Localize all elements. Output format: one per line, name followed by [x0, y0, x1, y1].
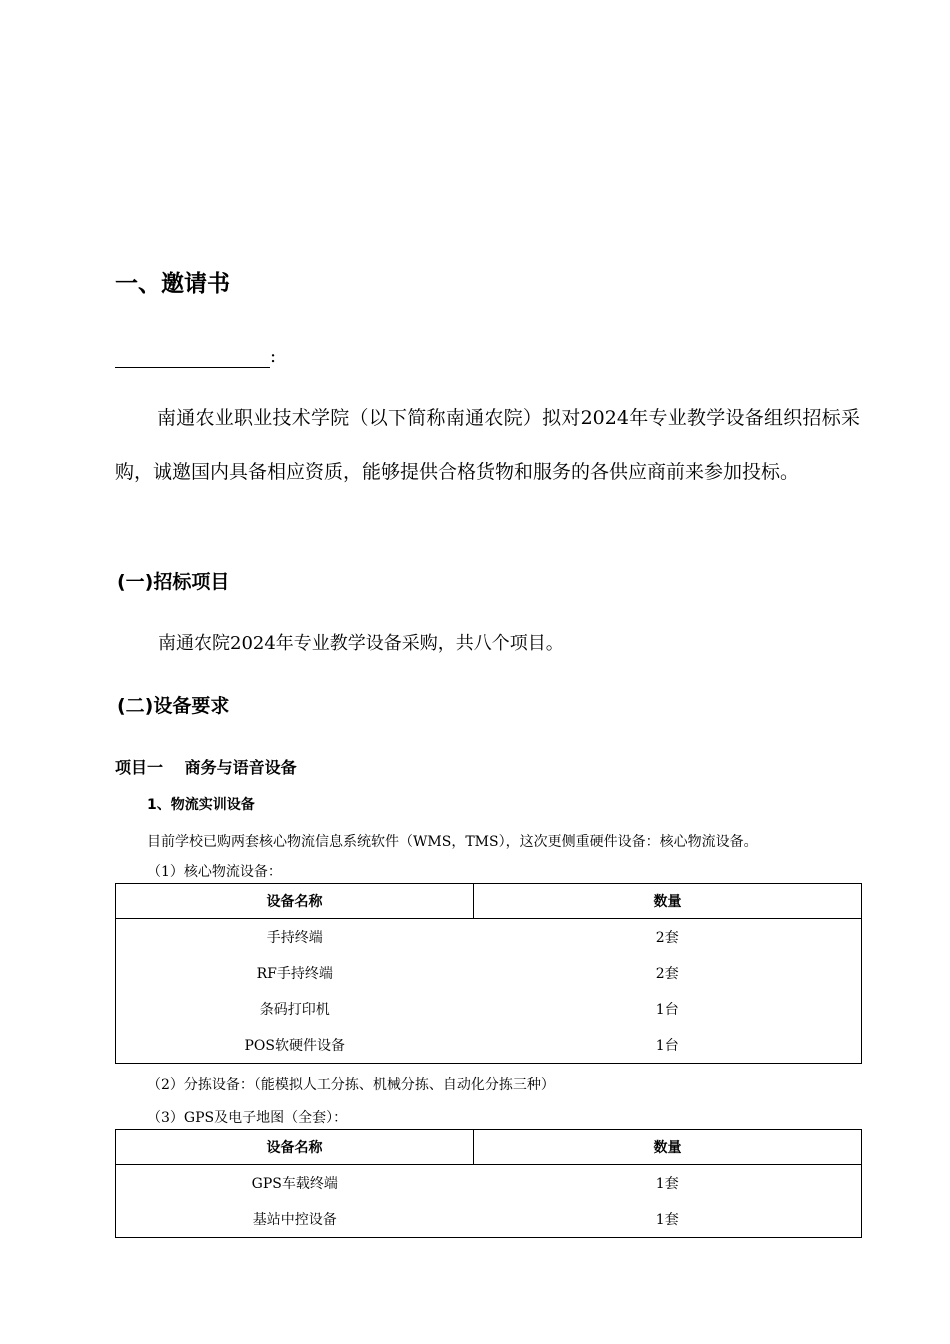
table-row: [116, 919, 862, 956]
table-header-row: [116, 884, 862, 919]
page-heading: 一、邀请书: [115, 271, 230, 297]
item1-title: 1、物流实训设备: [147, 797, 255, 813]
project1-title: 项目一 商务与语音设备: [115, 758, 297, 777]
section1-title: (一)招标项目: [117, 571, 230, 593]
column-header-name: 设备名称: [116, 884, 474, 919]
cell-name: 条码打印机: [259, 1002, 330, 1018]
sub3-title: （3）GPS及电子地图（全套）：: [147, 1110, 348, 1126]
invitation-text: 南通农业职业技术学院（以下简称南通农院）拟对2024年专业教学设备组织招标采购，诚邀国内具备相应资质，能够提供合格货物和服务的各供应商前来参加投标。: [115, 407, 860, 483]
section1-text: 南通农院2024年专业教学设备采购，共八个项目。: [158, 633, 564, 654]
cell-name: RF手持终端: [256, 966, 333, 982]
cell-quantity: 2套: [655, 966, 679, 982]
column-header-quantity: 数量: [474, 1130, 862, 1165]
cell-name: GPS车载终端: [251, 1176, 338, 1192]
table-row: [116, 1165, 862, 1202]
cell-name: POS软硬件设备: [244, 1038, 345, 1054]
table-row: [116, 991, 862, 1027]
cell-quantity: 1套: [655, 1212, 679, 1228]
addressee-colon: :: [270, 346, 277, 367]
gps-equipment-table: [115, 1129, 862, 1238]
table-row: [116, 1201, 862, 1238]
table-row: [116, 1027, 862, 1064]
sub1-title: （1）核心物流设备：: [147, 864, 282, 880]
column-header-quantity: 数量: [474, 884, 862, 919]
cell-quantity: 2套: [655, 930, 679, 946]
core-logistics-equipment-table: [115, 883, 862, 1064]
cell-quantity: 1台: [655, 1002, 679, 1018]
item1-description: 目前学校已购两套核心物流信息系统软件（WMS，TMS），这次更侧重硬件设备：核心物流设备。: [147, 834, 758, 850]
cell-quantity: 1套: [655, 1176, 679, 1192]
table-row: [116, 955, 862, 991]
invitation-paragraph: [115, 391, 860, 499]
table-header-row: [116, 1130, 862, 1165]
sub2-title: （2）分拣设备：（能模拟人工分拣、机械分拣、自动化分拣三种）: [147, 1077, 555, 1093]
cell-name: 基站中控设备: [252, 1212, 337, 1228]
column-header-name: 设备名称: [116, 1130, 474, 1165]
cell-quantity: 1台: [655, 1038, 679, 1054]
addressee-blank-line: [115, 345, 270, 368]
section2-title: (二)设备要求: [117, 695, 230, 717]
cell-name: 手持终端: [266, 930, 323, 946]
